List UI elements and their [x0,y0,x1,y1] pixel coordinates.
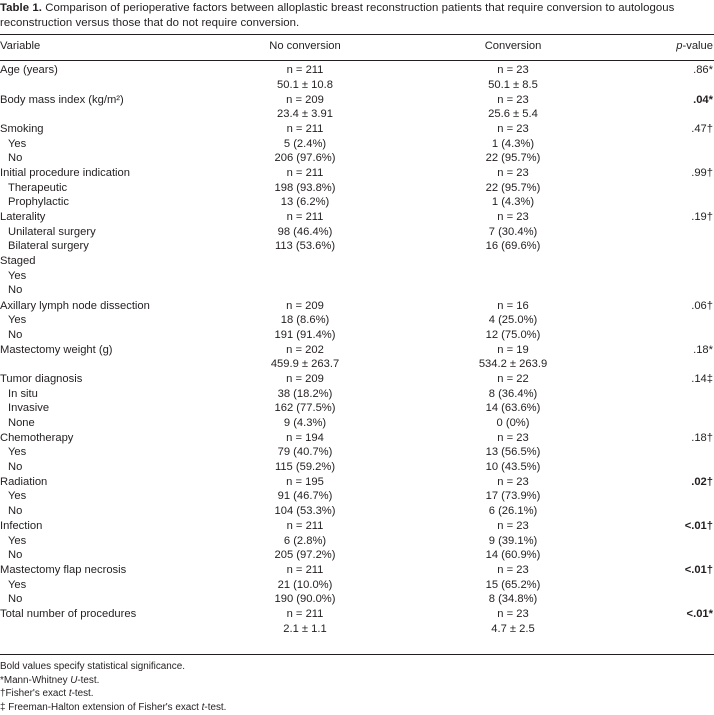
no-conversion-cell: n = 209 [286,373,324,386]
variable-cell: No [8,549,23,562]
p-value-cell: .86* [693,64,713,76]
table-row-group [0,166,714,210]
no-conversion-cell: 190 (90.0%) [274,593,336,606]
table-subrow [0,328,714,343]
conversion-cell: n = 23 [497,211,529,224]
footnote-mann-whitney [0,674,226,688]
footnote-mann-suffix: -test. [77,674,100,686]
variable-cell: Mastectomy flap necrosis [0,564,127,577]
conversion-cell: 14 (63.6%) [485,402,541,415]
conversion-cell: 1 (4.3%) [491,137,535,150]
conversion-cell: 13 (56.5%) [485,446,541,459]
table-subrow [0,78,714,93]
conversion-cell: 17 (73.9%) [485,490,541,503]
no-conversion-cell: 115 (59.2%) [274,460,336,473]
header-p-value [676,39,713,53]
conversion-cell: 9 (39.1%) [488,534,538,547]
variable-cell: Body mass index (kg/m²) [0,93,124,106]
table-subrow [0,239,714,254]
variable-cell: Unilateral surgery [8,225,96,238]
table-subrow [0,195,714,210]
p-value-cell: <.01† [684,564,713,577]
p-value-cell: .04* [693,93,713,106]
conversion-cell: 8 (36.4%) [488,387,538,400]
header-conversion: Conversion [484,40,542,52]
conversion-cell: 7 (30.4%) [488,225,538,238]
table-subrow [0,548,714,563]
footnote-fh-italic: t [201,701,205,713]
footnote-fisher-prefix: †Fisher's exact [0,688,69,700]
table-row [0,372,714,387]
no-conversion-cell: n = 211 [286,564,324,577]
p-value-cell: .18* [693,343,713,356]
table-row-group [0,122,714,166]
variable-cell: Smoking [0,123,44,136]
no-conversion-cell: n = 211 [286,64,324,76]
p-value-cell: .02† [691,475,713,488]
variable-cell: Yes [8,490,27,503]
conversion-cell: 15 (65.2%) [485,578,541,591]
variable-cell: Yes [8,269,27,282]
table-label: Table 1. [0,2,42,14]
no-conversion-cell: 191 (91.4%) [274,328,336,341]
table-body [0,63,714,637]
table-row-group [0,93,714,123]
no-conversion-cell: n = 211 [286,123,324,136]
conversion-cell: n = 23 [497,520,529,533]
table-subrow [0,107,714,122]
variable-cell: Total number of procedures [0,608,137,621]
table-row-group [0,563,714,607]
p-value-cell: <.01* [686,608,713,621]
variable-cell: Therapeutic [8,181,68,194]
conversion-cell: n = 22 [497,373,529,386]
no-conversion-cell: 113 (53.6%) [274,240,336,253]
variable-cell: Axillary lymph node dissection [0,299,150,312]
no-conversion-cell: n = 209 [286,299,324,312]
table-row [0,519,714,534]
variable-cell: Laterality [0,211,46,224]
no-conversion-cell: 79 (40.7%) [277,446,333,459]
no-conversion-cell: n = 194 [286,431,324,444]
table-subrow [0,578,714,593]
table-header [0,37,714,60]
conversion-cell: n = 23 [497,123,529,136]
no-conversion-cell: n = 211 [286,167,324,180]
footnote-fisher-italic: t [68,688,72,700]
table-subrow [0,137,714,152]
variable-cell: Yes [8,446,27,459]
table-subrow [0,592,714,607]
table-row-group [0,254,714,298]
table-row-group [0,372,714,431]
conversion-cell: 25.6 ± 5.4 [488,108,538,121]
conversion-cell: 4 (25.0%) [488,314,538,327]
no-conversion-cell: 23.4 ± 3.91 [277,108,333,121]
variable-cell: Initial procedure indication [0,167,130,180]
table-row [0,210,714,225]
footnote-freeman-halton [0,701,226,715]
conversion-cell: 4.7 ± 2.5 [491,622,535,635]
table-subrow [0,445,714,460]
conversion-cell: n = 23 [497,93,529,106]
variable-cell: Yes [8,534,27,547]
no-conversion-cell: 21 (10.0%) [277,578,333,591]
no-conversion-cell: 13 (6.2%) [280,196,330,209]
conversion-cell: 10 (43.5%) [485,460,541,473]
conversion-cell: n = 23 [497,608,529,621]
no-conversion-cell: n = 211 [286,211,324,224]
table-row-group [0,431,714,475]
no-conversion-cell: 162 (77.5%) [274,402,336,415]
no-conversion-cell: 9 (4.3%) [283,416,327,429]
table-row [0,475,714,490]
variable-cell: Invasive [8,402,50,415]
conversion-cell: n = 23 [497,475,529,488]
conversion-cell: 16 (69.6%) [485,240,541,253]
table-row [0,607,714,622]
data-table [0,37,714,634]
variable-cell: Yes [8,578,27,591]
no-conversion-cell: 98 (46.4%) [277,225,333,238]
variable-cell: Tumor diagnosis [0,373,83,386]
conversion-cell: 0 (0%) [496,416,530,429]
table-row-group [0,210,714,254]
no-conversion-cell: 2.1 ± 1.1 [283,622,327,635]
p-value-cell: .99† [691,167,713,180]
table-row [0,299,714,314]
table-row [0,254,714,269]
conversion-cell: n = 23 [497,64,529,76]
bottom-rule [0,654,714,655]
table-row [0,122,714,137]
variable-cell: No [8,593,23,606]
no-conversion-cell: 205 (97.2%) [274,549,336,562]
conversion-cell: 22 (95.7%) [485,152,541,165]
p-value-cell: .06† [691,299,713,312]
conversion-cell: 12 (75.0%) [485,328,541,341]
table-subrow [0,151,714,166]
no-conversion-cell: 198 (93.8%) [274,181,336,194]
variable-cell: No [8,328,23,341]
p-value-cell: .18† [691,431,713,444]
conversion-cell: n = 23 [497,167,529,180]
table-subrow [0,489,714,504]
conversion-cell: 1 (4.3%) [491,196,535,209]
variable-cell: Yes [8,314,27,327]
table-subrow [0,460,714,475]
table-subrow [0,313,714,328]
no-conversion-cell: 38 (18.2%) [277,387,333,400]
no-conversion-cell: 91 (46.7%) [277,490,333,503]
no-conversion-cell: 459.9 ± 263.7 [270,358,340,371]
header-p-italic: p [676,40,683,52]
table-row-group [0,519,714,563]
table-row-group [0,63,714,93]
conversion-cell: 22 (95.7%) [485,181,541,194]
table-caption [0,1,712,31]
footnote-fh-prefix: ‡ Freeman-Halton extension of Fisher's exact [0,701,202,713]
header-no-conversion: No conversion [269,40,341,52]
table-row [0,166,714,181]
variable-cell: Bilateral surgery [8,240,89,253]
no-conversion-cell: n = 211 [286,608,324,621]
table-footnotes [0,660,226,714]
table-subrow [0,622,714,637]
table-row-group [0,343,714,373]
no-conversion-cell: 50.1 ± 10.8 [277,78,333,91]
variable-cell: In situ [8,387,38,400]
table-caption-text: Comparison of perioperative factors between alloplastic breast reconstruction patients that require conversion to autologous reconstruction versus those that do not require conversion. [0,2,675,29]
p-value-cell: .19† [691,211,713,224]
table-subrow [0,504,714,519]
p-value-cell: .14‡ [691,373,713,386]
variable-cell: Prophylactic [8,196,69,209]
conversion-cell: n = 23 [497,431,529,444]
table-subrow [0,269,714,284]
header-variable: Variable [0,40,41,52]
footnote-fisher [0,687,226,701]
table-row [0,563,714,578]
variable-cell: No [8,504,23,517]
variable-cell: No [8,284,23,297]
footnote-bold: Bold values specify statistical significance. [0,661,185,672]
table-subrow [0,534,714,549]
variable-cell: Age (years) [0,64,58,76]
variable-cell: Infection [0,520,43,533]
table-subrow [0,416,714,431]
table-subrow [0,181,714,196]
variable-cell: Staged [0,255,36,268]
p-value-cell: <.01† [684,520,713,533]
no-conversion-cell: 18 (8.6%) [280,314,330,327]
table-subrow [0,401,714,416]
no-conversion-cell: n = 209 [286,93,324,106]
variable-cell: Mastectomy weight (g) [0,343,113,356]
conversion-cell: 534.2 ± 263.9 [478,358,548,371]
footnote-fisher-suffix: -test. [71,688,94,700]
table-row [0,63,714,78]
table-subrow [0,387,714,402]
variable-cell: Radiation [0,475,48,488]
footnote-fh-suffix: -test. [204,701,227,713]
no-conversion-cell: n = 202 [286,343,324,356]
no-conversion-cell: 206 (97.6%) [274,152,336,165]
variable-cell: Chemotherapy [0,431,74,444]
table-row-group [0,299,714,343]
conversion-cell: n = 16 [497,299,529,312]
conversion-cell: 6 (26.1%) [488,504,538,517]
table-subrow [0,283,714,298]
table-row [0,93,714,108]
table-row [0,343,714,358]
no-conversion-cell: 5 (2.4%) [283,137,327,150]
conversion-cell: 14 (60.9%) [485,549,541,562]
table-subrow [0,225,714,240]
conversion-cell: 50.1 ± 8.5 [488,78,538,91]
p-value-cell: .47† [691,123,713,136]
footnote-mann-italic: U [70,674,78,686]
variable-cell: Yes [8,137,27,150]
conversion-cell: n = 23 [497,564,529,577]
table-row-group [0,475,714,519]
table-row-group [0,607,714,637]
no-conversion-cell: 104 (53.3%) [274,504,336,517]
footnote-mann-prefix: *Mann-Whitney [0,674,71,686]
table-row [0,431,714,446]
variable-cell: No [8,460,23,473]
conversion-cell: n = 19 [497,343,529,356]
no-conversion-cell: 6 (2.8%) [283,534,327,547]
no-conversion-cell: n = 195 [286,475,324,488]
row-spacer [0,636,714,637]
variable-cell: None [8,416,35,429]
top-rule [0,34,714,35]
no-conversion-cell: n = 211 [286,520,324,533]
header-p-suffix: -value [682,40,713,52]
variable-cell: No [8,152,23,165]
conversion-cell: 8 (34.8%) [488,593,538,606]
table-subrow [0,357,714,372]
